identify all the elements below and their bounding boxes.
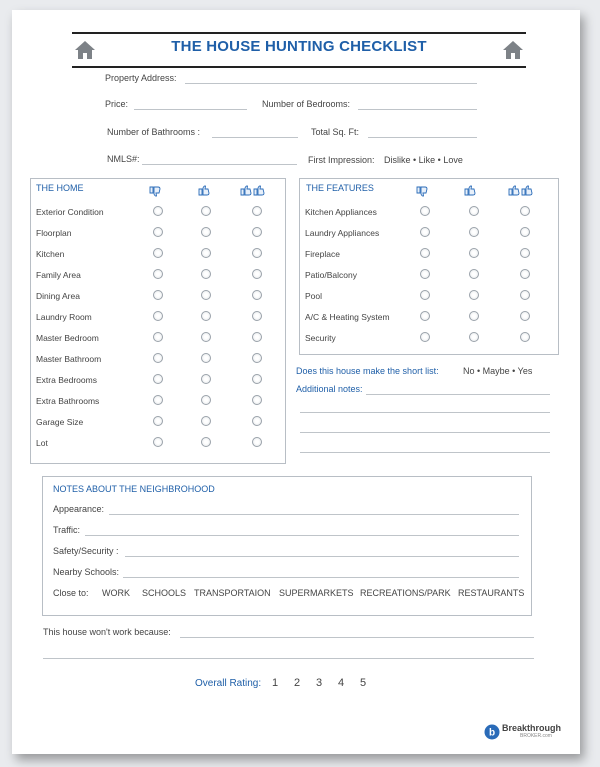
double-thumbs-up-icon <box>253 185 265 197</box>
dislike-radio[interactable] <box>153 248 163 258</box>
love-radio[interactable] <box>520 269 530 279</box>
notes-line[interactable] <box>300 432 550 433</box>
close-to-supermarkets[interactable]: SUPERMARKETS <box>279 588 354 598</box>
love-radio[interactable] <box>252 437 262 447</box>
checklist-row-label: Patio/Balcony <box>305 270 357 280</box>
rating-option-3[interactable]: 3 <box>316 677 323 689</box>
checklist-row-label: Dining Area <box>36 291 80 301</box>
dislike-radio[interactable] <box>420 206 430 216</box>
features-section-title: THE FEATURES <box>306 183 374 193</box>
like-radio[interactable] <box>201 374 211 384</box>
total-sqft-label: Total Sq. Ft: <box>311 127 360 137</box>
home-section-title: THE HOME <box>36 183 84 193</box>
love-radio[interactable] <box>520 206 530 216</box>
checklist-sheet <box>12 10 580 754</box>
notes-line[interactable] <box>366 394 550 395</box>
checklist-row-label: Garage Size <box>36 417 84 427</box>
shortlist-question: Does this house make the short list: <box>296 366 439 376</box>
like-radio[interactable] <box>201 206 211 216</box>
wont-work-field[interactable] <box>180 637 534 638</box>
dislike-radio[interactable] <box>420 227 430 237</box>
dislike-radio[interactable] <box>153 311 163 321</box>
love-radio[interactable] <box>252 248 262 258</box>
like-radio[interactable] <box>469 311 479 321</box>
dislike-radio[interactable] <box>420 269 430 279</box>
dislike-radio[interactable] <box>420 311 430 321</box>
property-address-label: Property Address: <box>105 73 177 83</box>
logo-name: Breakthrough <box>502 723 562 733</box>
rating-option-1[interactable]: 1 <box>272 677 279 689</box>
close-to-recreations[interactable]: RECREATIONS/PARK <box>360 588 451 598</box>
bathrooms-label: Number of Bathrooms : <box>107 127 201 137</box>
rating-option-2[interactable]: 2 <box>294 677 301 689</box>
logo-sub: BROKER.com <box>520 733 552 739</box>
like-radio[interactable] <box>201 416 211 426</box>
checklist-row-label: Floorplan <box>36 228 72 238</box>
logo-mark-icon <box>484 724 500 740</box>
close-to-work[interactable]: WORK <box>102 588 130 598</box>
dislike-radio[interactable] <box>153 206 163 216</box>
double-thumbs-up-icon <box>508 185 520 197</box>
nmls-label: NMLS#: <box>107 154 140 164</box>
first-impression-options[interactable]: Dislike • Like • Love <box>384 155 463 165</box>
appearance-field[interactable] <box>109 514 519 515</box>
like-radio[interactable] <box>201 290 211 300</box>
first-impression-label: First Impression: <box>308 155 375 165</box>
like-radio[interactable] <box>201 248 211 258</box>
checklist-row-label: Family Area <box>36 270 81 280</box>
love-radio[interactable] <box>520 248 530 258</box>
like-radio[interactable] <box>201 311 211 321</box>
close-to-transportation[interactable]: TRANSPORTAION <box>194 588 271 598</box>
checklist-row-label: Laundry Room <box>36 312 92 322</box>
checklist-row-label: Extra Bedrooms <box>36 375 97 385</box>
shortlist-options[interactable]: No • Maybe • Yes <box>463 366 533 376</box>
traffic-field[interactable] <box>85 535 519 536</box>
dislike-radio[interactable] <box>153 437 163 447</box>
like-radio[interactable] <box>469 269 479 279</box>
thumbs-down-icon <box>416 185 428 197</box>
love-radio[interactable] <box>252 290 262 300</box>
dislike-radio[interactable] <box>153 332 163 342</box>
love-radio[interactable] <box>520 332 530 342</box>
svg-text:b: b <box>488 727 496 739</box>
double-thumbs-up-icon <box>240 185 252 197</box>
thumbs-down-icon <box>149 185 161 197</box>
checklist-row-label: Security <box>305 333 336 343</box>
like-radio[interactable] <box>201 353 211 363</box>
love-radio[interactable] <box>252 332 262 342</box>
total-sqft-field[interactable] <box>368 137 477 138</box>
schools-label: Nearby Schools: <box>53 567 120 577</box>
page-title: THE HOUSE HUNTING CHECKLIST <box>171 38 427 55</box>
features-section <box>299 178 559 355</box>
dislike-radio[interactable] <box>420 248 430 258</box>
property-address-field[interactable] <box>185 83 477 84</box>
dislike-radio[interactable] <box>420 290 430 300</box>
checklist-row-label: Master Bedroom <box>36 333 99 343</box>
dislike-radio[interactable] <box>420 332 430 342</box>
dislike-radio[interactable] <box>153 395 163 405</box>
dislike-radio[interactable] <box>153 227 163 237</box>
close-to-restaurants[interactable]: RESTAURANTS <box>458 588 525 598</box>
love-radio[interactable] <box>252 227 262 237</box>
love-radio[interactable] <box>252 311 262 321</box>
rating-option-5[interactable]: 5 <box>360 677 367 689</box>
appearance-label: Appearance: <box>53 504 105 514</box>
checklist-row-label: Lot <box>36 438 48 448</box>
like-radio[interactable] <box>469 332 479 342</box>
wont-work-field[interactable] <box>43 658 534 659</box>
bedrooms-field[interactable] <box>358 109 477 110</box>
dislike-radio[interactable] <box>153 416 163 426</box>
like-radio[interactable] <box>469 206 479 216</box>
checklist-row-label: Kitchen Appliances <box>305 207 377 217</box>
love-radio[interactable] <box>520 311 530 321</box>
neighborhood-title: NOTES ABOUT THE NEIGHBROHOOD <box>53 484 215 494</box>
love-radio[interactable] <box>252 416 262 426</box>
close-to-label: Close to: <box>53 588 89 598</box>
nmls-field[interactable] <box>142 164 297 165</box>
love-radio[interactable] <box>252 269 262 279</box>
schools-field[interactable] <box>123 577 519 578</box>
like-radio[interactable] <box>469 227 479 237</box>
safety-field[interactable] <box>125 556 519 557</box>
traffic-label: Traffic: <box>53 525 81 535</box>
overall-rating-label: Overall Rating: <box>195 678 262 689</box>
notes-line[interactable] <box>300 412 550 413</box>
dislike-radio[interactable] <box>153 290 163 300</box>
thumbs-up-icon <box>464 185 476 197</box>
notes-line[interactable] <box>300 452 550 453</box>
checklist-row-label: Fireplace <box>305 249 340 259</box>
checklist-row-label: Extra Bathrooms <box>36 396 100 406</box>
love-radio[interactable] <box>252 374 262 384</box>
like-radio[interactable] <box>469 248 479 258</box>
checklist-row-label: Exterior Condition <box>36 207 104 217</box>
price-label: Price: <box>105 99 129 109</box>
like-radio[interactable] <box>201 332 211 342</box>
checklist-row-label: Kitchen <box>36 249 65 259</box>
like-radio[interactable] <box>201 269 211 279</box>
brand-logo <box>484 720 564 744</box>
love-radio[interactable] <box>252 353 262 363</box>
like-radio[interactable] <box>201 227 211 237</box>
checklist-row-label: Master Bathroom <box>36 354 102 364</box>
bedrooms-label: Number of Bedrooms: <box>262 99 351 109</box>
dislike-radio[interactable] <box>153 269 163 279</box>
checklist-row-label: Laundry Appliances <box>305 228 380 238</box>
additional-notes-label: Additional notes: <box>296 384 363 394</box>
title-bar <box>72 32 526 68</box>
bathrooms-field[interactable] <box>212 137 298 138</box>
love-radio[interactable] <box>252 395 262 405</box>
like-radio[interactable] <box>201 395 211 405</box>
love-radio[interactable] <box>520 290 530 300</box>
like-radio[interactable] <box>469 290 479 300</box>
thumbs-up-icon <box>198 185 210 197</box>
rating-option-4[interactable]: 4 <box>338 677 345 689</box>
love-radio[interactable] <box>252 206 262 216</box>
close-to-schools[interactable]: SCHOOLS <box>142 588 187 598</box>
checklist-row-label: A/C & Heating System <box>305 312 390 322</box>
dislike-radio[interactable] <box>153 374 163 384</box>
love-radio[interactable] <box>520 227 530 237</box>
like-radio[interactable] <box>201 437 211 447</box>
safety-label: Safety/Security : <box>53 546 119 556</box>
house-icon <box>502 39 524 61</box>
checklist-row-label: Pool <box>305 291 323 301</box>
double-thumbs-up-icon <box>521 185 533 197</box>
wont-work-label: This house won't work because: <box>43 627 171 637</box>
price-field[interactable] <box>134 109 247 110</box>
dislike-radio[interactable] <box>153 353 163 363</box>
